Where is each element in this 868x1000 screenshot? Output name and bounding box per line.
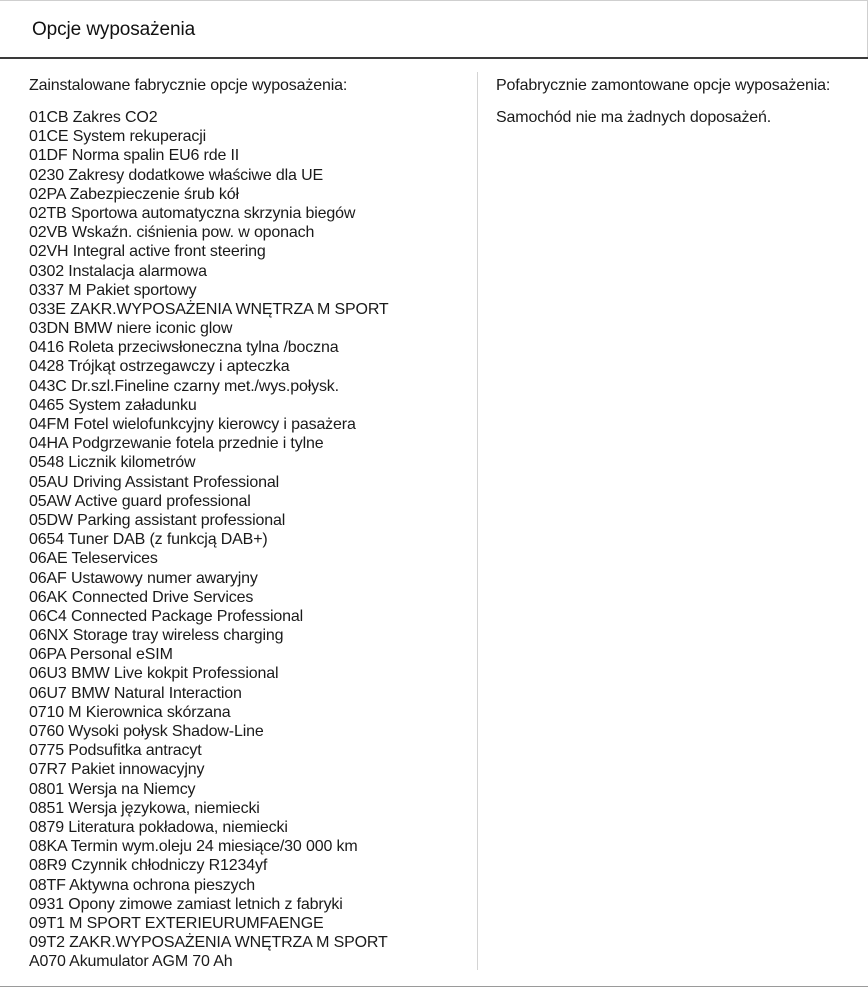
option-item: 06U3 BMW Live kokpit Professional <box>29 665 279 683</box>
option-item: 0428 Trójkąt ostrzegawczy i apteczka <box>29 358 290 376</box>
option-item: 06NX Storage tray wireless charging <box>29 627 284 645</box>
option-item: 05DW Parking assistant professional <box>29 511 286 529</box>
option-item: 06C4 Connected Package Professional <box>29 607 304 625</box>
option-item: 0337 M Pakiet sportowy <box>29 281 197 299</box>
option-item: 06AE Teleservices <box>29 550 158 568</box>
option-item: 06AF Ustawowy numer awaryjny <box>29 569 258 587</box>
aftermarket-options-heading: Pofabrycznie zamontowane opcje wyposażenia: <box>496 77 831 94</box>
no-aftermarket-message: Samochód nie ma żadnych doposażeń. <box>496 109 772 126</box>
option-item: 09T2 ZAKR.WYPOSAŻENIA WNĘTRZA M SPORT <box>29 934 388 952</box>
option-item: 02VB Wskaźn. ciśnienia pow. w oponach <box>29 224 315 242</box>
option-item: 08TF Aktywna ochrona pieszych <box>29 876 255 894</box>
factory-options-column <box>29 76 469 971</box>
option-item: 0416 Roleta przeciwsłoneczna tylna /boczna <box>29 339 339 357</box>
option-item: 0710 M Kierownica skórzana <box>29 703 231 721</box>
option-item: 0548 Licznik kilometrów <box>29 454 196 472</box>
option-item: 05AU Driving Assistant Professional <box>29 473 279 491</box>
option-item: 01CE System rekuperacji <box>29 128 207 146</box>
option-item: 0775 Podsufitka antracyt <box>29 742 202 760</box>
option-item: 0879 Literatura pokładowa, niemiecki <box>29 818 288 836</box>
page-title: Opcje wyposażenia <box>32 19 196 40</box>
option-item: 08KA Termin wym.oleju 24 miesiące/30 000 km <box>29 838 358 856</box>
page-header <box>0 0 868 57</box>
option-item: 05AW Active guard professional <box>29 492 251 510</box>
option-item: A070 Akumulator AGM 70 Ah <box>29 953 233 971</box>
aftermarket-options-column <box>496 76 856 128</box>
option-item: 06U7 BMW Natural Interaction <box>29 684 242 702</box>
factory-options-heading: Zainstalowane fabrycznie opcje wyposażenia: <box>29 77 348 94</box>
option-item: 09T1 M SPORT EXTERIEURUMFAENGE <box>29 914 324 932</box>
option-item: 0230 Zakresy dodatkowe właściwe dla UE <box>29 166 324 184</box>
option-item: 02PA Zabezpieczenie śrub kół <box>29 185 239 203</box>
option-item: 043C Dr.szl.Fineline czarny met./wys.połysk. <box>29 377 339 395</box>
option-item: 06AK Connected Drive Services <box>29 588 254 606</box>
factory-options-list <box>29 108 469 971</box>
option-item: 0851 Wersja językowa, niemiecki <box>29 799 260 817</box>
bottom-divider <box>0 986 868 987</box>
option-item: 07R7 Pakiet innowacyjny <box>29 761 205 779</box>
option-item: 0760 Wysoki połysk Shadow-Line <box>29 723 264 740</box>
option-item: 08R9 Czynnik chłodniczy R1234yf <box>29 857 268 875</box>
column-divider <box>477 72 478 970</box>
option-item: 0654 Tuner DAB (z funkcją DAB+) <box>29 531 268 549</box>
option-item: 01CB Zakres CO2 <box>29 109 158 126</box>
option-item: 0465 System załadunku <box>29 396 197 414</box>
option-item: 02TB Sportowa automatyczna skrzynia biegów <box>29 204 356 222</box>
header-divider <box>0 57 868 59</box>
option-item: 06PA Personal eSIM <box>29 646 173 664</box>
option-item: 0302 Instalacja alarmowa <box>29 262 207 280</box>
option-item: 0801 Wersja na Niemcy <box>29 780 196 798</box>
option-item: 04FM Fotel wielofunkcyjny kierowcy i pasażera <box>29 416 356 433</box>
option-item: 04HA Podgrzewanie fotela przednie i tylne <box>29 435 324 453</box>
option-item: 02VH Integral active front steering <box>29 243 266 261</box>
option-item: 01DF Norma spalin EU6 rde II <box>29 147 240 165</box>
option-item: 03DN BMW niere iconic glow <box>29 320 233 338</box>
option-item: 0931 Opony zimowe zamiast letnich z fabryki <box>29 895 343 913</box>
option-item: 033E ZAKR.WYPOSAŻENIA WNĘTRZA M SPORT <box>29 300 389 318</box>
